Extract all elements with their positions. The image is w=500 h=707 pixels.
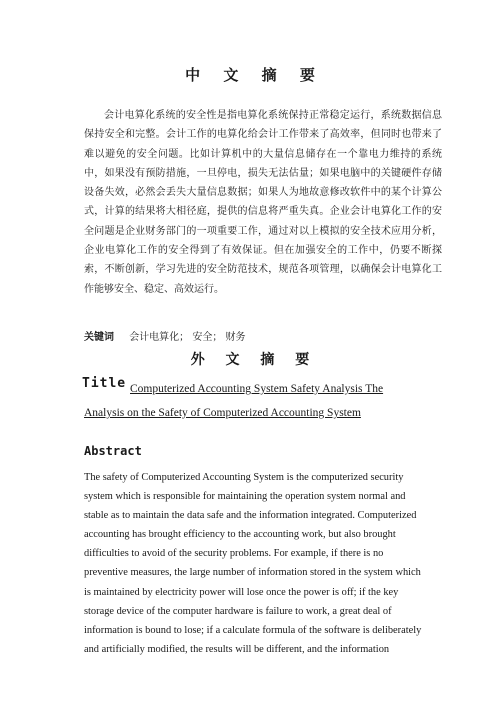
english-title-text: Computerized Accounting System Safety Analysis The Analysis on the Safety of Computerized Accounting System: [84, 383, 384, 419]
chinese-abstract-heading: 中 文 摘 要: [185, 66, 324, 84]
keywords-value: 会计电算化； 安全； 财务: [129, 332, 246, 343]
english-title-label: Title: [82, 376, 127, 391]
english-abstract-body: The safety of Computerized Accounting System is the computerized security system which is responsible for maintaining the operation system normal and stable as to maintain the data safe and the information integrated. Computerized accounting has brought efficiency to the accounting work, but also brought difficulties to avoid of the security problems. For example, if there is no preventive measures, the large number of information stored in the system which is maintained by electricity power will lose once the power is off; if the key storage device of the computer hardware is failure to work, a great deal of information is bound to lose; if a calculate formula of the software is deliberately and artificially modified, the results will be different, and the information: [84, 472, 422, 655]
foreign-abstract-heading: 外 文 摘 要: [190, 352, 318, 368]
keywords-label: 关键词: [84, 332, 114, 343]
abstract-label: Abstract: [84, 444, 142, 458]
chinese-abstract-body: 会计电算化系统的安全性是指电算化系统保持正常稳定运行，系统数据信息保持安全和完整。会计工作的电算化给会计工作带来了高效率，但同时也带来了难以避免的安全问题。比如计算机中的大量信息储存在一个靠电力维持的系统中，如果没有预防措施，一旦停电，损失无法估量；如果电脑中的关键硬件存储设备失效，必然会丢失大量信息数据；如果人为地故意修改软件中的某个计算公式，计算的结果将大相径庭，提供的信息将严重失真。企业会计电算化工作的安全问题是企业财务部门的一项重要工作，通过对以上模拟的安全技术应用分析，企业电算化工作的安全得到了有效保证。但在加强安全的工作中，仍要不断探索，不断创新，学习先进的安全防范技术，规范各项管理，以确保会计电算化工作能够安全、稳定、高效运行。: [84, 110, 442, 295]
keywords-line: [84, 328, 246, 343]
